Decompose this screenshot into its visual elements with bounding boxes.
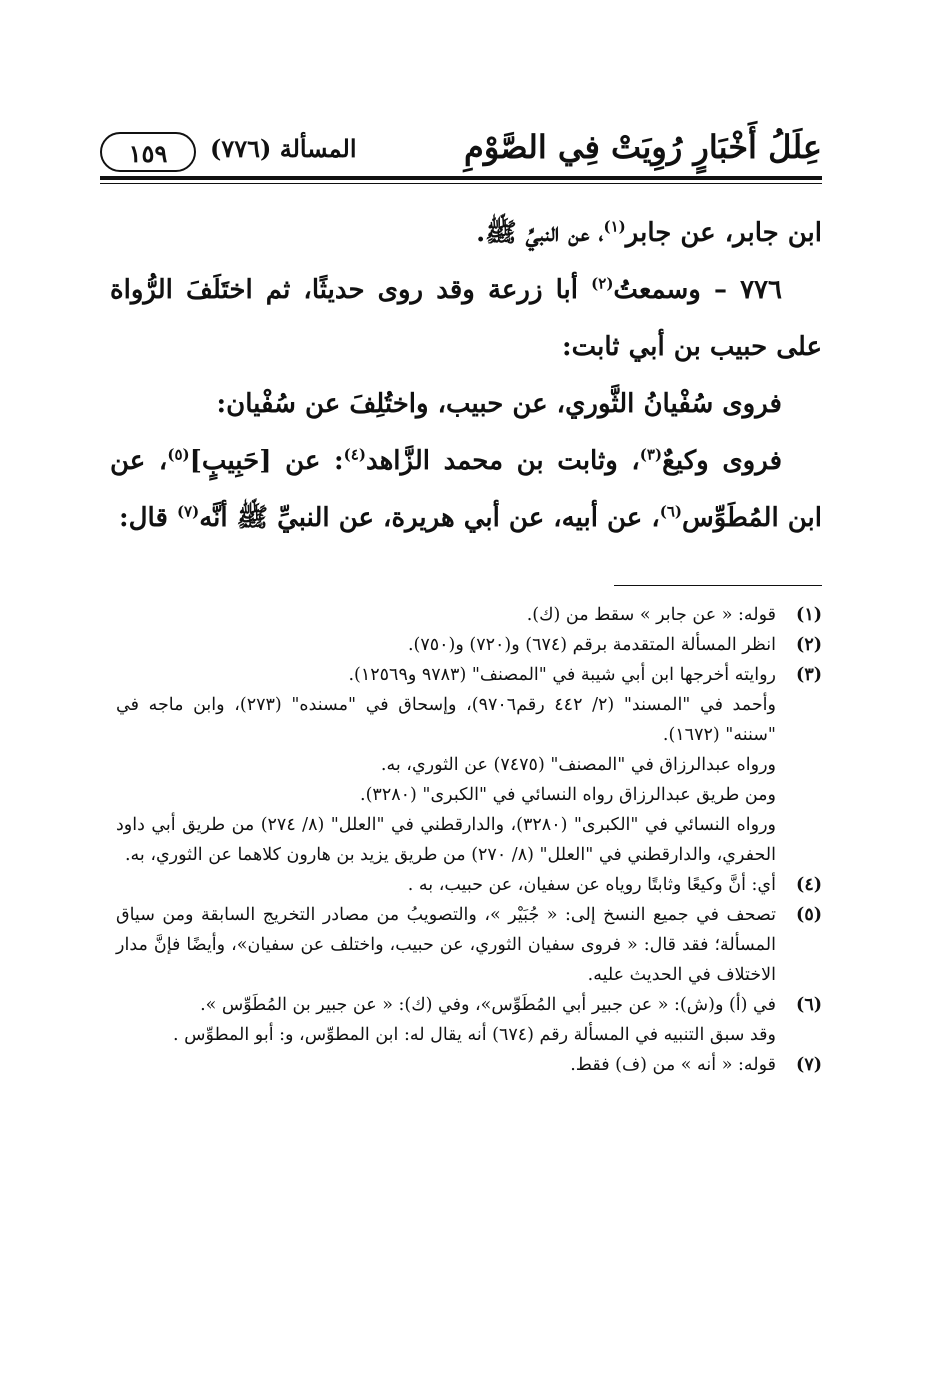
footnote-ref[interactable]: (١) <box>603 217 626 236</box>
text-run: ، عن ابن المُطَوِّس <box>110 446 822 533</box>
footnote <box>116 630 822 660</box>
footnote <box>116 1050 822 1080</box>
footnote <box>116 900 822 990</box>
paragraph-4 <box>110 433 822 547</box>
paragraph-1 <box>110 205 822 262</box>
text-run: ابن جابر، عن جابر <box>625 218 822 248</box>
footnote-text: تصحف في جميع النسخ إلى: « جُبَيْر »، والتصويبُ من مصادر التخريج السابقة ومن سياق المسألة؛ فقد قال: « فروى سفيان الثوري، عن حبيب، واختلف عن سفيان»، وأيضًا فإنَّ مدار الاختلاف في الحديث عليه. <box>116 905 776 985</box>
text-run: فروى وكيعٌ <box>662 446 782 476</box>
footnote-ref[interactable]: (٧) <box>176 502 200 521</box>
text-run: ، عن النبيِّ ﷺ. <box>476 218 604 248</box>
footnote-text: روايته أخرجها ابن أبي شيبة في "المصنف" (٩٧٨٣ و١٢٥٦٩). <box>348 665 776 685</box>
text-run: قال: <box>119 503 177 533</box>
text-run: ٧٧٦ – وسمعتُ <box>613 275 782 305</box>
book-title: عِلَلُ أَخْبَارٍ رُوِيَتْ فِي الصَّوْمِ <box>464 128 822 166</box>
footnote-text: قوله: « عن جابر » سقط من (ك). <box>526 605 776 625</box>
footnote-text: ومن طريق عبدالرزاق رواه النسائي في "الكبرى" (٣٢٨٠). <box>360 785 776 805</box>
footnote-text: وأحمد في "المسند" (٢/ ٤٤٢ رقم٩٧٠٦)، وإسحاق في "مسنده" (٢٧٣)، وابن ماجه في "سننه" (١٦٧٢). <box>116 695 776 745</box>
footnote-ref[interactable]: (٣) <box>639 445 663 464</box>
footnote <box>116 990 822 1050</box>
footnote-number: (٣) <box>796 665 822 685</box>
footnote-separator <box>614 585 822 586</box>
footnote-ref[interactable]: (٤) <box>343 445 366 464</box>
masala-number: المسألة (٧٧٦) <box>210 134 357 163</box>
text-run: : عن [حَبِيبٍ] <box>189 446 344 476</box>
footnote-ref[interactable]: (٢) <box>591 274 614 293</box>
footnote-number: (١) <box>796 605 822 625</box>
text-run: أبا زرعة وقد روى حديثًا، ثم اختَلَفَ الرُّواة على حبيب بن أبي ثابت: <box>110 275 822 362</box>
text-run: ، وثابت بن محمد الزَّاهد <box>365 446 640 476</box>
footnote-text: قوله: « أنه » من (ف) فقط. <box>570 1055 776 1075</box>
footnote-number: (٦) <box>796 995 822 1015</box>
footnotes <box>116 600 822 1080</box>
footnote <box>116 660 822 870</box>
footnote-number: (٧) <box>796 1055 822 1075</box>
footnote-text: وقد سبق التنبيه في المسألة رقم (٦٧٤) أنه يقال له: ابن المطوِّس، و: أبو المطوِّس . <box>173 1025 776 1045</box>
footnote-number: (٤) <box>796 875 822 895</box>
footnote-number: (٥) <box>796 905 822 925</box>
text-run: ، عن أبيه، عن أبي هريرة، عن النبيِّ ﷺ أنَّه <box>199 503 660 533</box>
footnote-ref[interactable]: (٥) <box>167 445 190 464</box>
page-number: ١٥٩ <box>100 132 196 172</box>
main-text <box>110 205 822 547</box>
header-rule-thin <box>100 183 822 184</box>
paragraph-3: فروى سُفْيانُ الثَّوري، عن حبيب، واختُلِفَ عن سُفْيان: <box>216 389 782 419</box>
footnote-text: ورواه النسائي في "الكبرى" (٣٢٨٠)، والدارقطني في "العلل" (٨/ ٢٧٤) من طريق أبي داود الحفري، والدارقطني في "العلل" (٨/ ٢٧٠) من طريق يزيد بن هارون كلاهما عن الثوري، به. <box>116 815 776 865</box>
footnote-text: انظر المسألة المتقدمة برقم (٦٧٤) و(٧٢٠) و(٧٥٠). <box>407 635 776 655</box>
footnote-text: ورواه عبدالرزاق في "المصنف" (٧٤٧٥) عن الثوري، به. <box>380 755 776 775</box>
footnote <box>116 870 822 900</box>
header-rule <box>100 176 822 180</box>
footnote-ref[interactable]: (٦) <box>659 502 683 521</box>
paragraph-776 <box>110 262 822 376</box>
footnote-text: أي: أنَّ وكيعًا وثابتًا روياه عن سفيان، عن حبيب، به . <box>407 875 776 895</box>
footnote <box>116 600 822 630</box>
footnote-number: (٢) <box>796 635 822 655</box>
footnote-text: في (أ) و(ش): « عن جبير أبي المُطَوِّس»، وفي (ك): « عن جبير بن المُطَوِّس ». <box>200 995 776 1015</box>
